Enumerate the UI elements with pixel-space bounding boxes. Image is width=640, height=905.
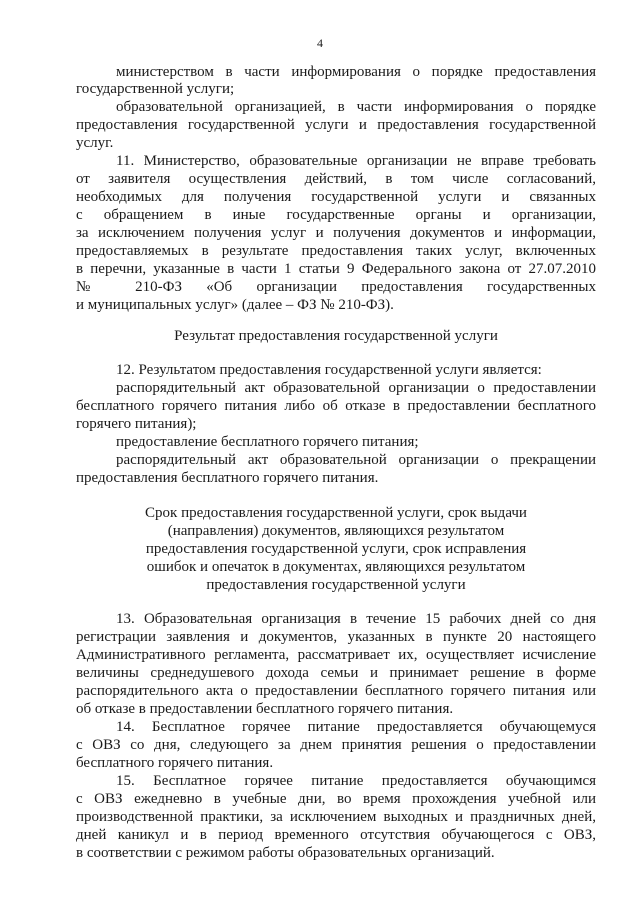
text-line: бесплатного горячего питания. [76, 755, 274, 771]
text-line: регистрации заявления и документов, указанных в пункте 20 настоящего [76, 629, 596, 645]
text-line: величины среднедушевого дохода семьи и принимает решение в форме [76, 665, 596, 681]
section-heading: Результат предоставления государственной услуги [174, 328, 498, 344]
text-line: 15. Бесплатное горячее питание предоставляется обучающимся [116, 773, 596, 789]
text-line: образовательной организацией, в части информирования о порядке [116, 99, 596, 115]
text-line: предоставляемых в результате предоставления таких услуг, включенных [76, 243, 596, 259]
section-heading: (направления) документов, являющихся результатом [167, 523, 505, 539]
text-line: 12. Результатом предоставления государственной услуги является: [116, 362, 542, 378]
text-line: за исключением получения услуг и получения документов и информации, [76, 225, 596, 241]
text-line: 13. Образовательная организация в течение 15 рабочих дней со дня [116, 611, 596, 627]
text-line: горячего питания); [76, 416, 197, 432]
text-line: в перечни, указанные в части 1 статьи 9 Федерального закона от 27.07.2010 [76, 261, 596, 277]
text-line: распорядительный акт образовательной организации о предоставлении [116, 380, 596, 396]
section-heading: Срок предоставления государственной услуги, срок выдачи [145, 505, 527, 521]
text-line: распорядительный акт образовательной организации о прекращении [116, 452, 596, 468]
text-line: предоставления государственной услуги и предоставления государственной [76, 117, 596, 133]
text-line: бесплатного горячего питания либо об отказе в предоставлении бесплатного [76, 398, 596, 414]
text-line: производственной практики, за исключением выходных и праздничных дней, [76, 809, 596, 825]
text-line: об отказе в предоставлении бесплатного горячего питания. [76, 701, 454, 717]
text-line: 11. Министерство, образовательные организации не вправе требовать [116, 153, 596, 169]
text-line: с ОВЗ со дня, следующего за днем принятия решения о предоставлении [76, 737, 596, 753]
text-line: необходимых для получения государственной услуги и связанных [76, 189, 596, 205]
text-line: министерством в части информирования о порядке предоставления [116, 64, 596, 80]
text-line: и муниципальных услуг» (далее – ФЗ № 210-ФЗ). [76, 297, 394, 313]
section-heading: ошибок и опечаток в документах, являющихся результатом [146, 559, 526, 575]
text-line: предоставления бесплатного горячего питания. [76, 470, 379, 486]
text-line: с обращением в иные государственные органы и организации, [76, 207, 596, 223]
text-line: Административного регламента, рассматривает их, осуществляет исчисление [76, 647, 596, 663]
text-line: с ОВЗ ежедневно в учебные дни, во время прохождения учебной или [76, 791, 596, 807]
section-heading: предоставления государственной услуги, срок исправления [145, 541, 527, 557]
section-heading: предоставления государственной услуги [206, 577, 466, 593]
page-number: 4 [317, 36, 323, 50]
text-line: услуг. [76, 135, 114, 151]
text-line: распорядительного акта о предоставлении бесплатного горячего питания или [76, 683, 596, 699]
text-line: от заявителя осуществления действий, в том числе согласований, [76, 171, 596, 187]
text-line: предоставление бесплатного горячего питания; [116, 434, 419, 450]
text-line: в соответствии с режимом работы образовательных организаций. [76, 845, 495, 861]
text-line: государственной услуги; [76, 81, 235, 97]
text-line: 14. Бесплатное горячее питание предоставляется обучающемуся [116, 719, 596, 735]
text-line: дней каникул и в период временного отсутствия обучающегося с ОВЗ, [76, 827, 596, 843]
text-line: № 210-ФЗ «Об организации предоставления государственных [76, 279, 596, 295]
